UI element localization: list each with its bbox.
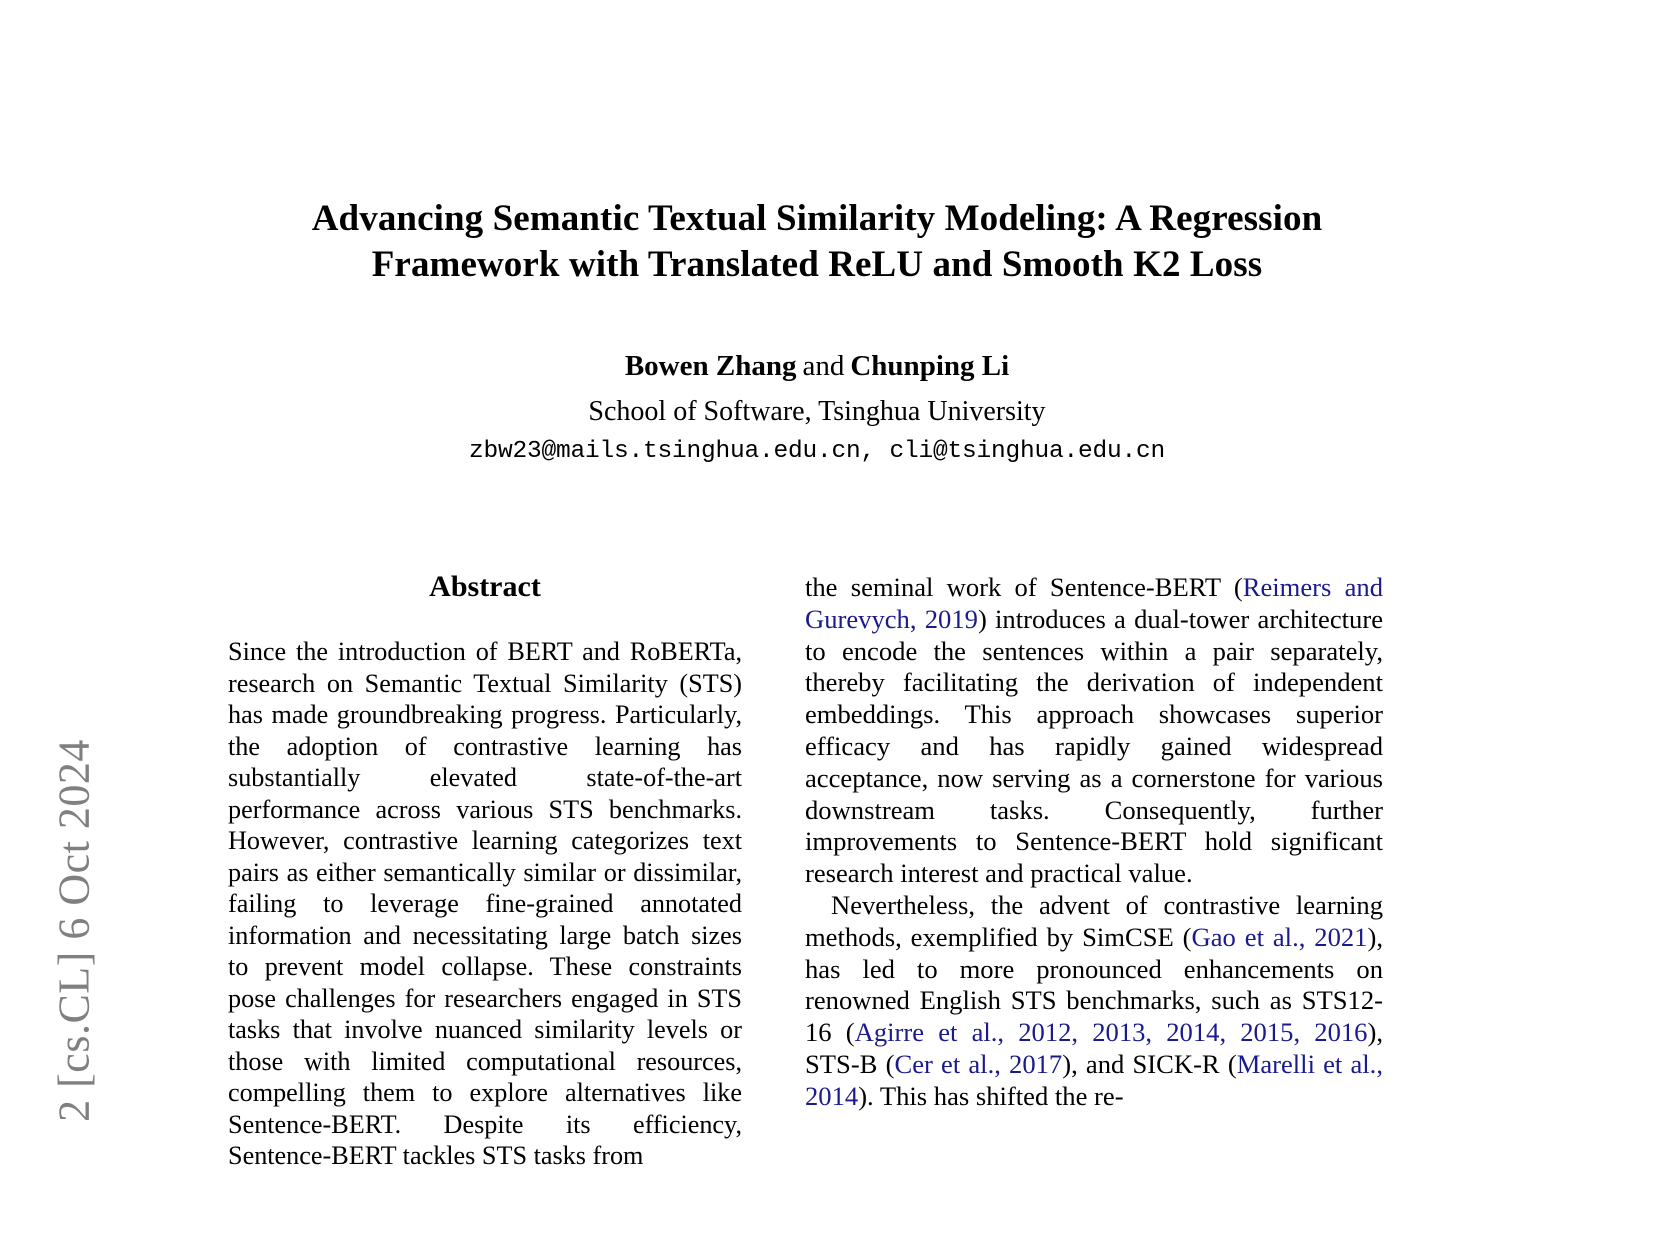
citation-agirre[interactable]: Agirre et al., 2012, 2013, 2014, 2015, 2016 (854, 1017, 1368, 1048)
intro-p2-segment-1: Nevertheless, the advent of contrastive learning methods, exemplified by SimCSE ( (805, 889, 1383, 952)
author-conjunction: and (802, 350, 845, 382)
intro-p1-segment-1: the seminal work of Sentence-BERT ( (805, 572, 1243, 602)
author-emails: zbw23@mails.tsinghua.edu.cn, cli@tsinghua.edu.cn (468, 438, 1166, 466)
citation-marelli[interactable]: Marelli et al., 2014 (805, 1048, 1383, 1111)
citation-gao[interactable]: Gao et al., 2021 (1191, 921, 1368, 952)
intro-paragraph-2 (805, 890, 1383, 1113)
authors-line (212, 348, 1422, 386)
arxiv-stamp: 2 [cs.CL] 6 Oct 2024 (49, 739, 99, 1122)
page-title (212, 196, 1422, 289)
citation-cer[interactable]: Cer et al., 2017 (894, 1048, 1063, 1079)
author-name-second: Chunping Li (850, 350, 1010, 382)
two-column-body (0, 572, 1654, 1241)
paper-title-line-2: Framework with Translated ReLU and Smooth K2 Loss (371, 244, 1263, 286)
intro-p2-segment-4: ), and SICK-R ( (1062, 1048, 1237, 1079)
column-left (228, 572, 742, 1241)
abstract-text: Since the introduction of BERT and RoBERTa, research on Semantic Textual Similarity (STS) has made groundbreaking progress. Particularly, the adoption of contrastive learning has substantially elevated state-of-the-art performance across various STS benchmarks. However, contrastive learning categorizes text pairs as either semantically similar or dissimilar, failing to leverage fine-grained annotated information and necessitating large batch sizes to prevent model collapse. These constraints pose challenges for researchers engaged in STS tasks that involve nuanced similarity levels or those with limited computational resources, compelling them to explore alternatives like Sentence-BERT. Despite its efficiency, Sentence-BERT tackles STS tasks from (228, 637, 742, 1170)
author-block (212, 348, 1422, 468)
intro-p2-segment-3: ), STS-B ( (805, 1017, 1383, 1079)
abstract-heading: Abstract (429, 572, 541, 603)
intro-p2-segment-5: ). This has shifted the re- (858, 1080, 1124, 1111)
intro-p2-segment-2: ), has led to more pronounced enhancements on renowned English STS benchmarks, such as STS12-16 ( (805, 921, 1383, 1048)
author-name-first: Bowen Zhang (624, 350, 797, 382)
intro-p1-segment-2: ) introduces a dual-tower architecture to encode the sentences within a pair separately, thereby facilitating the derivation of independent embeddings. This approach showcases superior efficacy and has rapidly gained widespread acceptance, now serving as a cornerstone for various downstream tasks. Consequently, further improvements to Sentence-BERT hold significant research interest and practical value. (805, 603, 1383, 889)
citation-reimers-gurevych[interactable]: Reimers and Gurevych, 2019 (805, 572, 1383, 634)
title-block (212, 196, 1422, 289)
paper-title-line-1: Advancing Semantic Textual Similarity Modeling: A Regression (311, 198, 1323, 239)
intro-paragraph-1 (805, 572, 1383, 890)
column-right (805, 572, 1383, 1241)
affiliation: School of Software, Tsinghua University (588, 395, 1046, 427)
